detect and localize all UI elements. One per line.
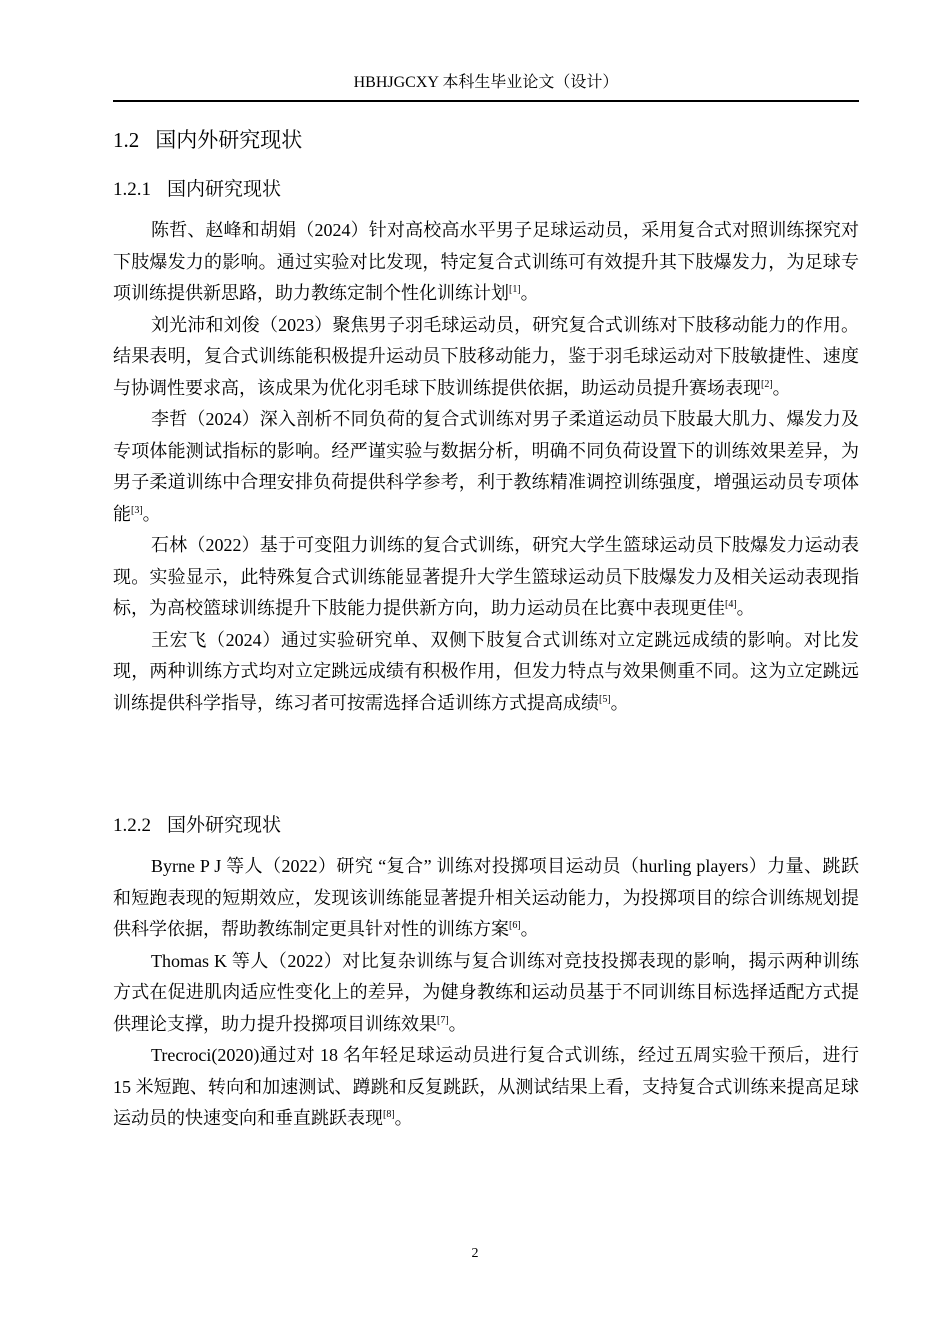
foreign-research-body bbox=[113, 851, 859, 1135]
citation: [3] bbox=[131, 504, 143, 516]
subsection-heading-foreign bbox=[113, 810, 281, 841]
page-header: HBHJGCXY 本科生毕业论文（设计） bbox=[353, 74, 619, 91]
citation: [1] bbox=[509, 284, 521, 295]
paragraph: 王宏飞（2024）通过实验研究单、双侧下肢复合式训练对立定跳远成绩的影响。对比发现，两种训练方式均对立定跳远成绩有积极作用，但发力特点与效果侧重不同。这为立定跳远训练提供科学指导，练习者可按需选择合适训练方式提高成绩[5]。 bbox=[113, 629, 859, 713]
subsection-number: 1.2.1 bbox=[113, 179, 151, 200]
header-divider bbox=[113, 100, 859, 102]
paragraph: Trecroci(2020)通过对 18 名年轻足球运动员进行复合式训练，经过五周实验干预后，进行 15 米短跑、转向和加速测试、蹲跳和反复跳跃，从测试结果上看，支持复合式训练来提高足球运动员的快速变向和垂直跳跃表现[8]。 bbox=[113, 1045, 859, 1128]
section-heading bbox=[113, 124, 302, 156]
paragraph: Thomas K 等人（2022）对比复杂训练与复合训练对竞技投掷表现的影响，揭示两种训练方式在促进肌肉适应性变化上的差异，为健身教练和运动员基于不同训练目标选择适配方式提供理论支撑，助力提升投掷项目训练效果[7]。 bbox=[113, 950, 859, 1034]
paragraph: 李哲（2024）深入剖析不同负荷的复合式训练对男子柔道运动员下肢最大肌力、爆发力及专项体能测试指标的影响。经严谨实验与数据分析，明确不同负荷设置下的训练效果差异，为男子柔道训练中合理安排负荷提供科学参考，利于教练精准调控训练强度，增强运动员专项体能[3]。 bbox=[113, 409, 859, 524]
section-number: 1.2 bbox=[113, 128, 140, 152]
paragraph: Byrne P J 等人（2022）研究 “复合” 训练对投掷项目运动员（hurling players）力量、跳跃和短跑表现的短期效应，发现该训练能显著提升相关运动能力，为投掷项目的综合训练规划提供科学依据，帮助教练制定更具针对性的训练方案[6]。 bbox=[113, 856, 859, 939]
paragraph: 刘光沛和刘俊（2023）聚焦男子羽毛球运动员，研究复合式训练对下肢移动能力的作用。结果表明，复合式训练能积极提升运动员下肢移动能力，鉴于羽毛球运动对下肢敏捷性、速度与协调性要求高，该成果为优化羽毛球下肢训练提供依据，助运动员提升赛场表现[2]。 bbox=[113, 314, 859, 398]
citation: [8] bbox=[383, 1109, 395, 1120]
subsection-heading-domestic bbox=[113, 174, 281, 205]
domestic-research-body bbox=[113, 215, 859, 719]
citation: [4] bbox=[725, 599, 737, 610]
subsection-number: 1.2.2 bbox=[113, 815, 151, 836]
page-number: 2 bbox=[471, 1246, 479, 1261]
citation: [2] bbox=[761, 378, 773, 390]
paragraph: 石林（2022）基于可变阻力训练的复合式训练，研究大学生篮球运动员下肢爆发力运动表现。实验显示，此特殊复合式训练能显著提升大学生篮球运动员下肢爆发力及相关运动表现指标，为高校篮球训练提升下肢能力提供新方向，助力运动员在比赛中表现更佳[4]。 bbox=[113, 535, 859, 618]
subsection-title: 国内研究现状 bbox=[167, 178, 282, 200]
section-title: 国内外研究现状 bbox=[155, 128, 303, 152]
citation: [7] bbox=[437, 1014, 449, 1026]
citation: [6] bbox=[509, 920, 521, 931]
paragraph: 陈哲、赵峰和胡娟（2024）针对高校高水平男子足球运动员，采用复合式对照训练探究对下肢爆发力的影响。通过实验对比发现，特定复合式训练可有效提升其下肢爆发力，为足球专项训练提供新思路，助力教练定制个性化训练计划[1]。 bbox=[113, 220, 859, 303]
subsection-title: 国外研究现状 bbox=[167, 814, 282, 836]
citation: [5] bbox=[599, 693, 611, 705]
